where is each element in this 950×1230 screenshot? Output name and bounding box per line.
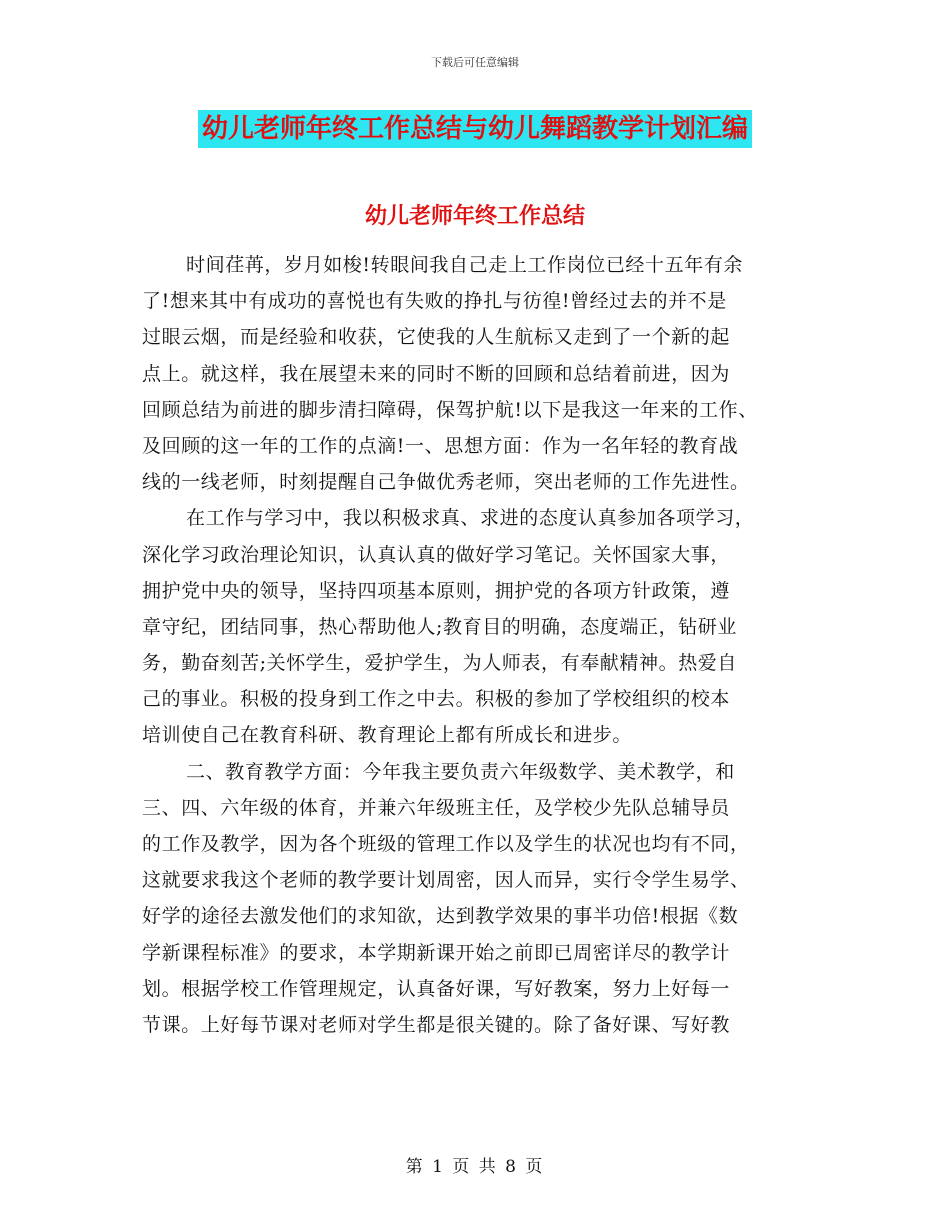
- header-note: 下载后可任意编辑: [431, 56, 519, 69]
- paragraph-line: 节课。上好每节课对老师对学生都是很关键的。除了备好课、写好教: [142, 1013, 731, 1036]
- paragraph-line: 回顾总结为前进的脚步清扫障碍，保驾护航!以下是我这一年来的工作、: [142, 398, 758, 421]
- body-text: [142, 247, 832, 1043]
- paragraph-line: 划。根据学校工作管理规定，认真备好课，写好教案，努力上好每一: [142, 977, 731, 1000]
- paragraph-line: 过眼云烟，而是经验和收获，它使我的人生航标又走到了一个新的起: [142, 326, 731, 349]
- paragraph-line: 三、四、六年级的体育，并兼六年级班主任，及学校少先队总辅导员: [142, 796, 731, 819]
- document-title: 幼儿老师年终工作总结与幼儿舞蹈教学计划汇编: [198, 110, 752, 148]
- paragraph-line: 时间荏苒，岁月如梭!转眼间我自己走上工作岗位已经十五年有余: [186, 254, 744, 276]
- document-title-wrapper: [0, 110, 950, 148]
- paragraph-line: 及回顾的这一年的工作的点滴!一、思想方面：作为一名年轻的教育战: [142, 434, 739, 457]
- section-title: 幼儿老师年终工作总结: [364, 203, 585, 229]
- paragraph-line: 深化学习政治理论知识，认真认真的做好学习笔记。关怀国家大事，: [142, 543, 731, 566]
- paragraph-line: 点上。就这样，我在展望未来的同时不断的回顾和总结着前进，因为: [142, 362, 731, 385]
- paragraph-line: 培训使自己在教育科研、教育理论上都有所成长和进步。: [142, 724, 633, 747]
- paragraph-line: 务，勤奋刻苦;关怀学生，爱护学生，为人师表，有奉献精神。热爱自: [142, 652, 738, 675]
- paragraph-line: 在工作与学习中，我以积极求真、求进的态度认真参加各项学习，: [186, 507, 755, 530]
- page-footer: 第 1 页 共 8 页: [405, 1157, 545, 1177]
- paragraph-line: 了!想来其中有成功的喜悦也有失败的挣扎与彷徨!曾经过去的并不是: [142, 290, 727, 313]
- paragraph-line: 二、教育教学方面：今年我主要负责六年级数学、美术教学，和: [186, 760, 735, 783]
- paragraph-line: 的工作及教学，因为各个班级的管理工作以及学生的状况也均有不同，: [142, 833, 750, 855]
- paragraph-line: 拥护党中央的领导，坚持四项基本原则，拥护党的各项方针政策，遵: [142, 579, 731, 602]
- paragraph-line: 线的一线老师，时刻提醒自己争做优秀老师，突出老师的工作先进性。: [142, 471, 750, 494]
- paragraph-line: 好学的途径去激发他们的求知欲，达到教学效果的事半功倍!根据《数: [142, 905, 739, 928]
- paragraph-line: 学新课程标准》的要求，本学期新课开始之前即已周密详尽的教学计: [142, 941, 731, 964]
- paragraph-line: 章守纪，团结同事，热心帮助他人;教育目的明确，态度端正，钻研业: [142, 615, 738, 638]
- paragraph-line: 这就要求我这个老师的教学要计划周密，因人而异，实行令学生易学、: [142, 869, 750, 892]
- paragraph-line: 己的事业。积极的投身到工作之中去。积极的参加了学校组织的校本: [142, 688, 731, 711]
